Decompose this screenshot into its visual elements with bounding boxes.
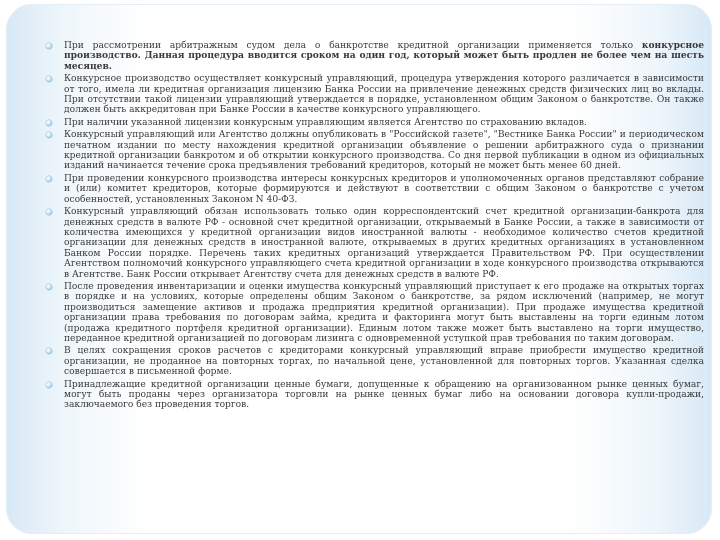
paragraph-text: При наличии указанной лицензии конкурсным управляющим является Агентство по страхованию вкладов. bbox=[64, 117, 587, 128]
paragraph-text: Конкурсное производство осуществляет конкурсный управляющий, процедура утверждения которого различается в зависимости от того, имела ли кредитная организация лицензию Банка России на привлечение денежных средств физических лиц во вклады. При отсутствии такой лицензии управляющий утверждается в порядке, установленном общим Законом о банкротстве. Он также должен быть аккредитован при Банке России в качестве конкурсного управляющего. bbox=[64, 74, 704, 116]
list-item bbox=[44, 174, 704, 205]
paragraph-text: При рассмотрении арбитражным судом дела о банкротстве кредитной организации применяется только конкурсное производство. Данная процедура вводится сроком на один год, который может быть продлен не более чем на шесть месяцев. bbox=[64, 40, 704, 72]
bullet-icon bbox=[46, 43, 52, 49]
bullet-icon bbox=[46, 348, 52, 354]
paragraph-text: Принадлежащие кредитной организации ценные бумаги, допущенные к обращению на организованном рынке ценных бумаг, могут быть проданы через организатора торговли на рынке ценных бумаг либо на основании договора купли-продажи, заключаемого без проведения торгов. bbox=[64, 379, 704, 411]
paragraph-text: В целях сокращения сроков расчетов с кредиторами конкурсный управляющий вправе приобрести имущество кредитной организации, не проданное на повторных торгах, по начальной цене, установленной для повторных торгов. Указанная сделка совершается в письменной форме. bbox=[64, 346, 704, 378]
paragraph-text: После проведения инвентаризации и оценки имущества конкурсный управляющий приступает к его продаже на открытых торгах в порядке и на условиях, которые определены общим Законом о банкротстве, за рядом исключений (например, не могут производиться замещение активов и продажа предприятия кредитной организации). При продаже имущества кредитной организации права требования по договорам займа, кредита и факторинга могут быть выставлены на торги единым лотом (продажа кредитного портфеля кредитной организации). Единым лотом также может быть выставлено на торги имущество, переданное кредитной организацией по договорам лизинга с одновременной уступкой прав требования по таким договорам. bbox=[64, 281, 704, 344]
list-item bbox=[44, 41, 704, 72]
bullet-icon bbox=[46, 120, 52, 126]
bullet-icon bbox=[46, 76, 52, 82]
list-item bbox=[44, 346, 704, 377]
paragraph-text: При проведении конкурсного производства интересы конкурсных кредиторов и уполномоченных органов представляют собрание и (или) комитет кредиторов, которые формируются и действуют в соответствии с общим Законом о банкротстве с учетом особенностей, установленных Законом N 40-ФЗ. bbox=[64, 173, 704, 205]
bullet-icon bbox=[46, 176, 52, 182]
list-item bbox=[44, 282, 704, 344]
list-item bbox=[44, 74, 704, 116]
bullet-icon bbox=[46, 284, 52, 290]
paragraph-text: Конкурсный управляющий обязан использовать только один корреспондентский счет кредитной организации-банкрота для денежных средств в валюте РФ - основной счет кредитной организации, открываемый в Банке России, а также в зависимости от количества имеющихся у кредитной организации видов иностранной валюты - необходимое количество счетов кредитной организации для денежных средств в иностранной валюте, открываемых в других кредитных организациях в установленном Банком России порядке. Перечень таких кредитных организаций утверждается Правительством РФ. При осуществлении Агентством полномочий конкурсного управляющего счета кредитной организации в ходе конкурсного производства открываются в Агентстве. Банк России открывает Агентству счета для денежных средств в валюте РФ. bbox=[64, 207, 704, 280]
list-item bbox=[44, 118, 704, 128]
bullet-list bbox=[44, 41, 704, 413]
list-item bbox=[44, 207, 704, 280]
bullet-icon bbox=[46, 382, 52, 388]
bullet-icon bbox=[46, 209, 52, 215]
paragraph-text: Конкурсный управляющий или Агентство должны опубликовать в "Российской газете", "Вестнике Банка России" и периодическом печатном издании по месту нахождения кредитной организации объявление о решении арбитражного суда о признании кредитной организации банкротом и об открытии конкурсного производства. Со дня первой публикации в одном из официальных изданий начинается течение срока предъявления требований кредиторов, который не может быть менее 60 дней. bbox=[64, 130, 704, 172]
list-item bbox=[44, 130, 704, 172]
bullet-icon bbox=[46, 132, 52, 138]
list-item bbox=[44, 380, 704, 411]
emphasis-text: конкурсное производство. Данная процедура вводится сроком на один год, который может быть продлен не более чем на шесть месяцев. bbox=[64, 40, 704, 72]
